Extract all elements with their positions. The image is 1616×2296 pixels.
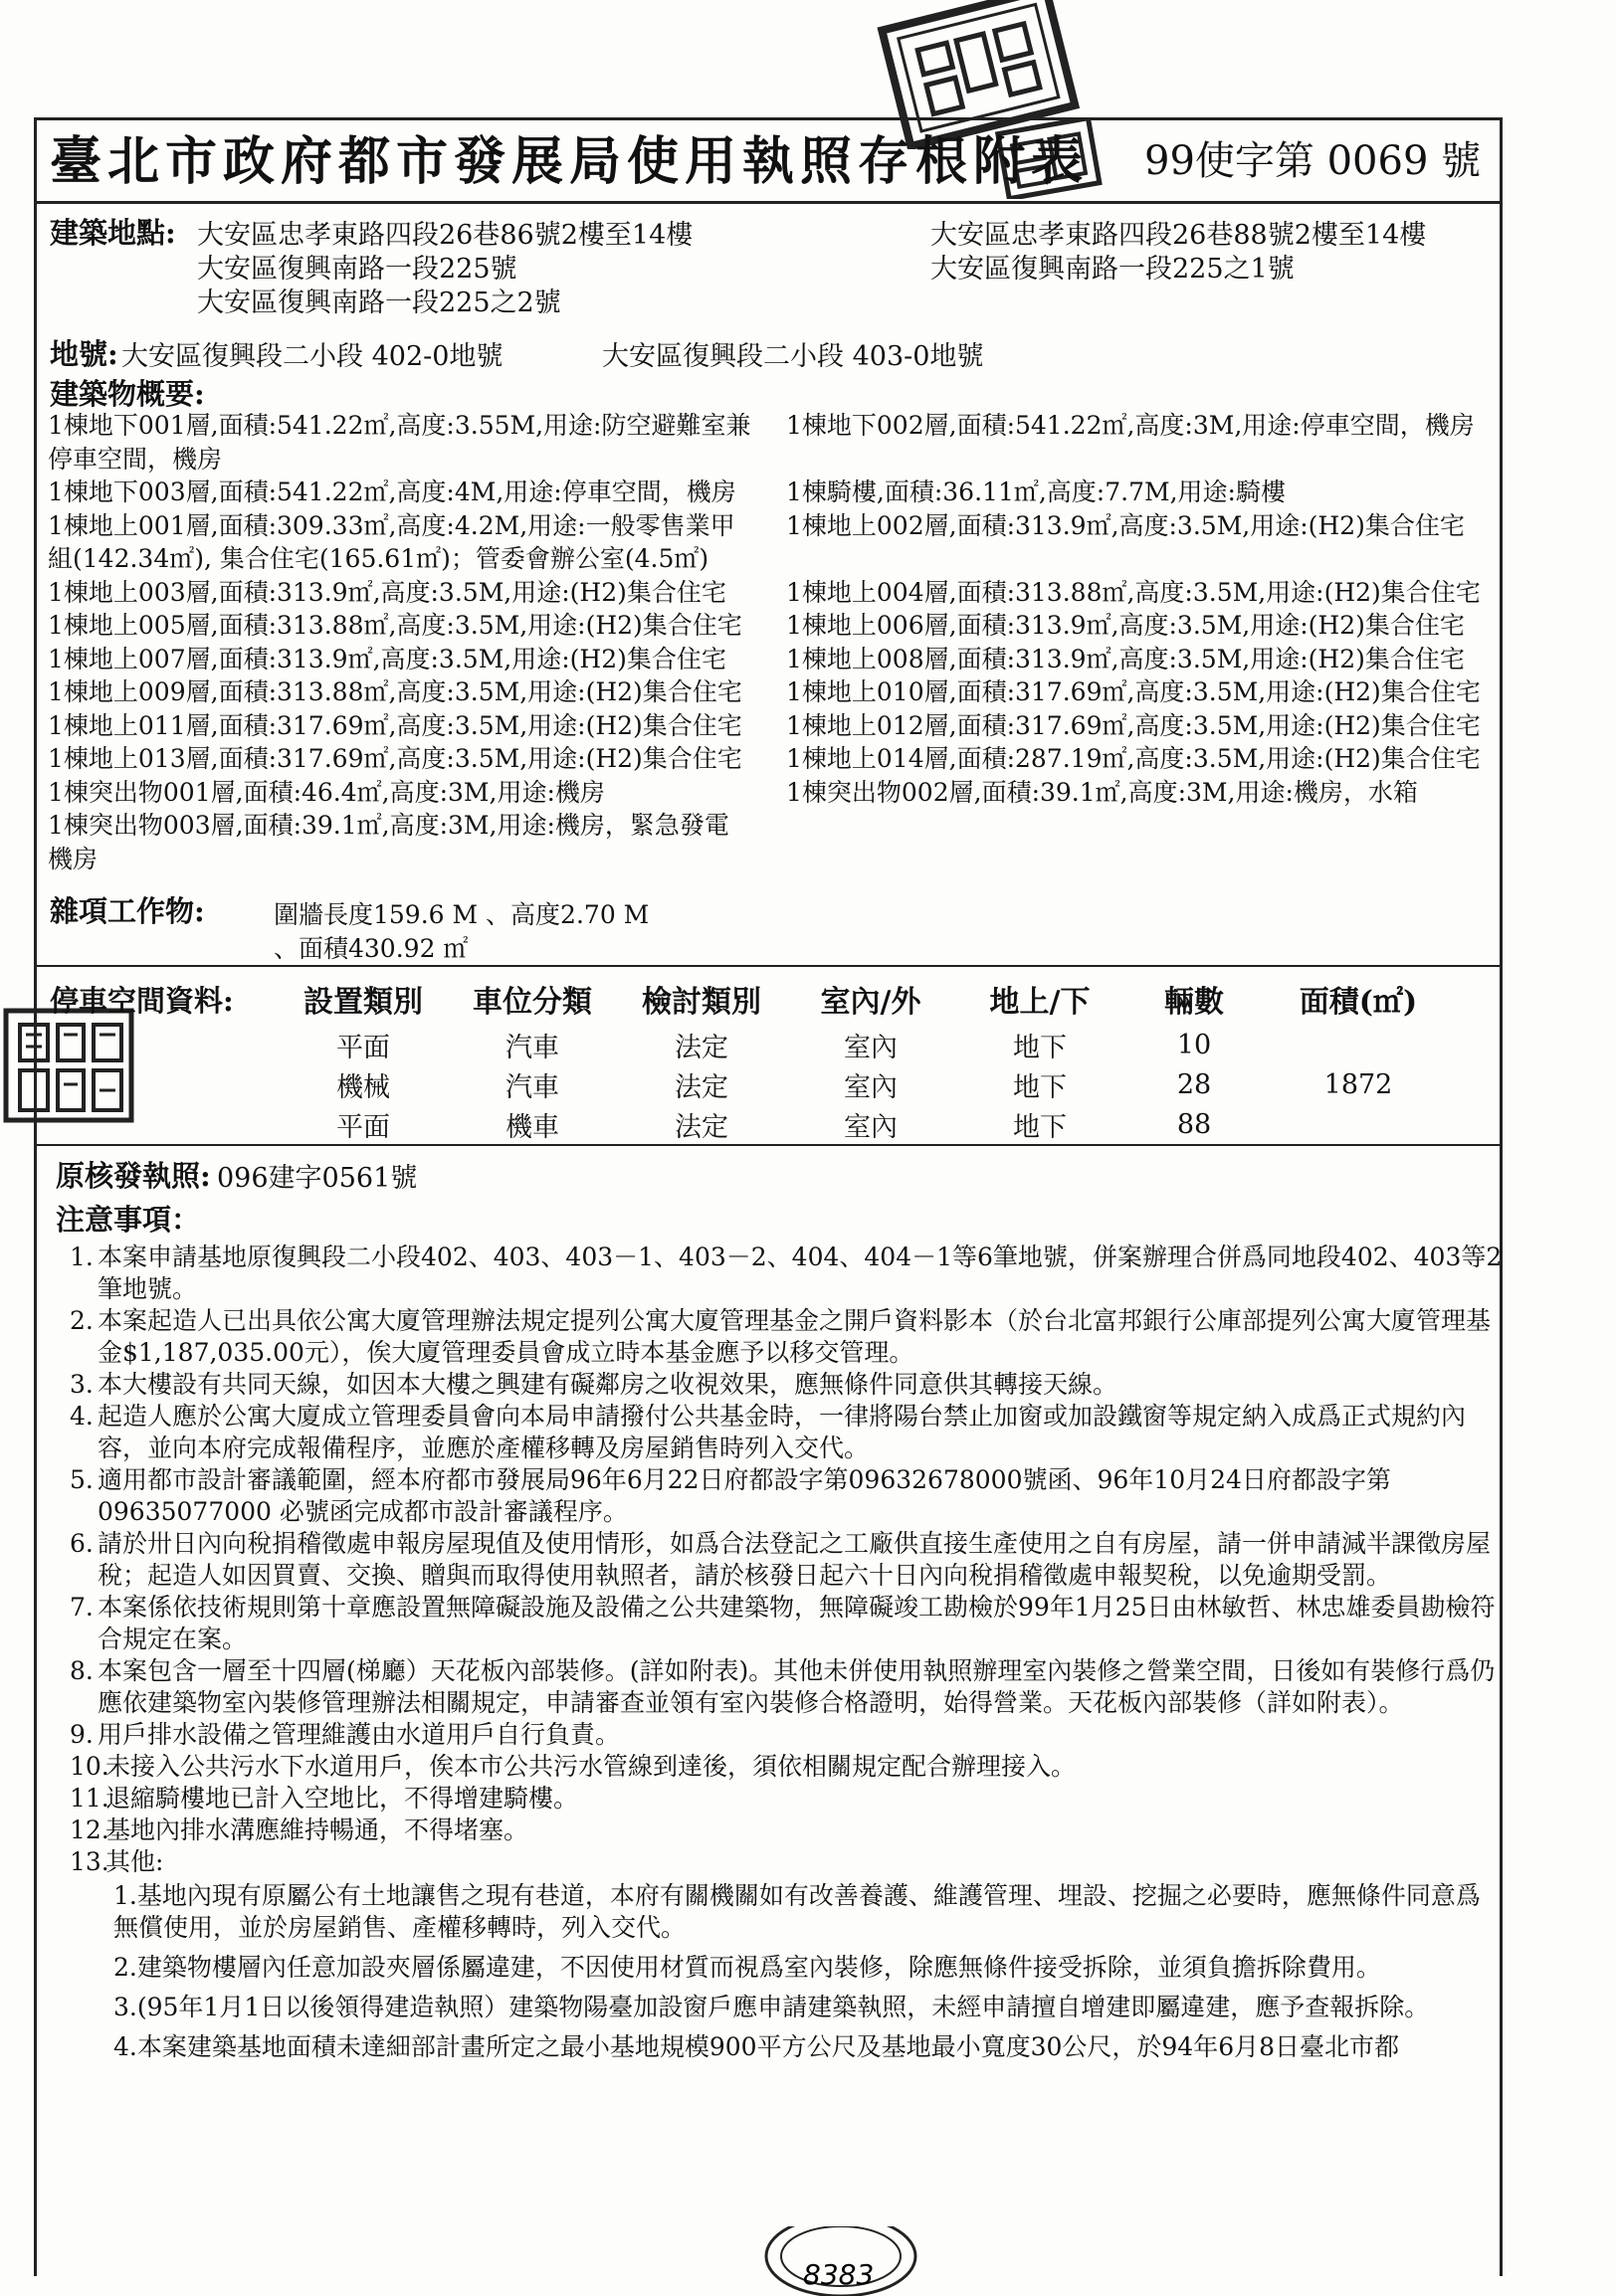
- note-item: [70, 1528, 1503, 1592]
- misc-label: 雜項工作物:: [50, 894, 205, 928]
- parking-row: [279, 1064, 1453, 1104]
- note-item: [70, 1369, 1503, 1401]
- overview-left-9: 1棟地上011層,面積:317.69㎡,高度:3.5M,用途:(H2)集合住宅: [48, 710, 742, 740]
- parking-cell: 機械: [336, 1071, 390, 1103]
- parking-cell: 機車: [505, 1111, 559, 1143]
- parking-cell: [1264, 1104, 1453, 1144]
- original-label: 原核發執照:: [56, 1159, 211, 1193]
- parking-header-type: 設置類別: [303, 985, 423, 1020]
- overview-left-11: 1棟突出物001層,面積:46.4㎡,高度:3M,用途:機房: [48, 777, 605, 807]
- overview-label: 建築物概要:: [50, 377, 205, 411]
- parking-header-row: [279, 973, 1453, 1025]
- note-item: [70, 1783, 1503, 1815]
- parking-cell: 88: [1176, 1108, 1212, 1140]
- note-sub-item: 4.本案建築基地面積未達細部計畫所定之最小基地規模900平方公尺及基地最小寬度30公尺，於94年6月8日臺北市都: [113, 2032, 1400, 2061]
- location-left-3: 大安區復興南路一段225之2號: [197, 287, 561, 318]
- parking-header-count: 輛數: [1164, 985, 1224, 1020]
- location-right-1: 大安區忠孝東路四段26巷88號2樓至14樓: [930, 220, 1427, 251]
- parking-cell: 1872: [1323, 1068, 1393, 1100]
- note-number: 5.: [70, 1465, 94, 1494]
- note-text: 起造人應於公寓大廈成立管理委員會向本局申請撥付公共基金時，一律將陽台禁止加窗或加設鐵窗等規定納入成爲正式規約內容，並向本府完成報備程序，並應於產權移轉及房屋銷售時列入交代。: [98, 1402, 1467, 1462]
- misc-line-2: 、面積430.92 ㎡: [274, 934, 469, 963]
- seal-stamp-bottom: [741, 2226, 920, 2296]
- note-text: 本案申請基地原復興段二小段402、403、403－1、403－2、404、404－1等6筆地號，併案辦理合併爲同地段402、403等2筆地號。: [98, 1243, 1503, 1303]
- note-number: 11.: [70, 1784, 109, 1813]
- overview-right-5: 1棟地上004層,面積:313.88㎡,高度:3.5M,用途:(H2)集合住宅: [786, 577, 1481, 607]
- note-item: [70, 1846, 1503, 1878]
- misc-line-1: 圍牆長度159.6 M 、高度2.70 M: [274, 900, 650, 929]
- notes-label: 注意事項：: [56, 1203, 201, 1237]
- stamp-number: 8383: [803, 2258, 875, 2291]
- note-text: 本案係依技術規則第十章應設置無障礙設施及設備之公共建築物，無障礙竣工勘檢於99年1月25日由林敏哲、林忠雄委員勘檢符合規定在案。: [98, 1593, 1496, 1653]
- location-left-1: 大安區忠孝東路四段26巷86號2樓至14樓: [197, 220, 694, 251]
- overview-right-0: 1棟地下002層,面積:541.22㎡,高度:3M,用途:停車空間，機房: [786, 411, 1475, 440]
- parking-cell: 室內: [844, 1111, 898, 1143]
- parking-cell: 室內: [844, 1071, 898, 1103]
- note-number: 1.: [70, 1243, 94, 1271]
- note-number: 10.: [70, 1752, 109, 1781]
- note-item: [70, 1655, 1503, 1719]
- note-text: 未接入公共污水下水道用戶，俟本市公共污水管線到達後，須依相關規定配合辦理接入。: [105, 1752, 1077, 1781]
- overview-right-2: 1棟騎樓,面積:36.11㎡,高度:7.7M,用途:騎樓: [786, 478, 1286, 506]
- parking-rule: [36, 1144, 1501, 1146]
- parking-row: [279, 1025, 1453, 1064]
- note-number: 13.: [70, 1847, 109, 1876]
- notes-list: [70, 1242, 1503, 2065]
- note-text: 請於卅日內向稅捐稽徵處申報房屋現值及使用情形，如爲合法登記之工廠供直接生產使用之自有房屋，請一併申請減半課徵房屋稅；起造人如因買賣、交換、贈與而取得使用執照者，請於核發日起六十日內向稅捐稽徵處申報契稅，以免逾期受罰。: [98, 1529, 1492, 1590]
- note-item: [70, 1719, 1503, 1751]
- overview-left-0: 1棟地下001層,面積:541.22㎡,高度:3.55M,用途:防空避難室兼: [48, 411, 751, 440]
- note-text: 本案包含一層至十四層(梯廳）天花板內部裝修。(詳如附表)。其他未併使用執照辦理室內裝修之營業空間，日後如有裝修行爲仍應依建築物室內裝修管理辦法相關規定，申請審查並領有室內裝修合格證明，始得營業。天花板內部裝修（詳如附表）。: [98, 1656, 1496, 1717]
- parking-table: [279, 973, 1453, 1144]
- permit-number: 99使字第 0069 號: [1144, 138, 1482, 184]
- parking-cell: 28: [1176, 1068, 1212, 1100]
- note-number: 7.: [70, 1593, 94, 1622]
- lot-right: 大安區復興段二小段 403-0地號: [602, 341, 984, 372]
- parking-header-class: 車位分類: [473, 985, 592, 1020]
- overview-right-10: 1棟地上014層,面積:287.19㎡,高度:3.5M,用途:(H2)集合住宅: [786, 744, 1481, 773]
- note-text: 其他:: [105, 1847, 164, 1876]
- note-item: [70, 1242, 1503, 1305]
- overview-left-4: 組(142.34㎡), 集合住宅(165.61㎡)；管委會辦公室(4.5㎡): [48, 544, 709, 573]
- seal-stamp-left: [0, 1005, 137, 1126]
- note-item: [70, 1464, 1503, 1528]
- overview-left-13: 機房: [48, 844, 99, 873]
- misc-rule: [36, 965, 1501, 967]
- overview-left-12: 1棟突出物003層,面積:39.1㎡,高度:3M,用途:機房，緊急發電: [48, 811, 729, 840]
- note-sub-list: [113, 1880, 1503, 2063]
- parking-cell: [1264, 1025, 1453, 1064]
- location-label: 建築地點:: [50, 216, 176, 250]
- parking-cell: 室內: [844, 1032, 898, 1063]
- note-number: 6.: [70, 1529, 94, 1558]
- overview-left-2: 1棟地下003層,面積:541.22㎡,高度:4M,用途:停車空間，機房: [48, 478, 736, 506]
- overview-left-8: 1棟地上009層,面積:313.88㎡,高度:3.5M,用途:(H2)集合住宅: [48, 677, 742, 706]
- note-number: 2.: [70, 1306, 94, 1335]
- overview-right-3: 1棟地上002層,面積:313.9㎡,高度:3.5M,用途:(H2)集合住宅: [786, 510, 1465, 540]
- parking-cell: 法定: [675, 1032, 728, 1063]
- overview-right-8: 1棟地上010層,面積:317.69㎡,高度:3.5M,用途:(H2)集合住宅: [786, 677, 1481, 706]
- parking-header-level: 地上/下: [989, 985, 1091, 1020]
- title-rule: [34, 201, 1503, 204]
- location-right-2: 大安區復興南路一段225之1號: [930, 254, 1295, 285]
- parking-header-indoor: 室內/外: [820, 985, 921, 1020]
- note-item: [70, 1592, 1503, 1655]
- note-text: 適用都市設計審議範圍，經本府都市發展局96年6月22日府都設字第09632678000號函、96年10月24日府都設字第09635077000 必號函完成都市設計審議程序。: [98, 1465, 1391, 1526]
- parking-row: [279, 1104, 1453, 1144]
- note-text: 本案起造人已出具依公寓大廈管理辦法規定提列公寓大廈管理基金之開戶資料影本（於台北富邦銀行公庫部提列公寓大廈管理基金$1,187,035.00元），俟大廈管理委員會成立時本基金應予以移交管理。: [98, 1306, 1492, 1367]
- note-text: 退縮騎樓地已計入空地比，不得增建騎樓。: [105, 1784, 579, 1813]
- note-item: [70, 1815, 1503, 1846]
- note-sub-item: 2.建築物樓層內任意加設夾層係屬違建，不因使用材質而視爲室內裝修，除應無條件接受拆除，並須負擔拆除費用。: [113, 1953, 1381, 1982]
- note-number: 3.: [70, 1370, 94, 1399]
- note-text: 本大樓設有共同天線，如因本大樓之興建有礙鄰房之收視效果，應無條件同意供其轉接天線。: [98, 1370, 1118, 1399]
- overview-left-5: 1棟地上003層,面積:313.9㎡,高度:3.5M,用途:(H2)集合住宅: [48, 577, 726, 607]
- parking-cell: 法定: [675, 1111, 728, 1143]
- overview-left-7: 1棟地上007層,面積:313.9㎡,高度:3.5M,用途:(H2)集合住宅: [48, 644, 726, 673]
- note-sub-item: 1.基地內現有原屬公有土地讓售之現有巷道，本府有關機關如有改善養護、維護管理、埋設、挖掘之必要時，應無條件同意爲無償使用，並於房屋銷售、產權移轉時，列入交代。: [113, 1881, 1481, 1942]
- parking-cell: 10: [1176, 1029, 1212, 1060]
- lot-left: 大安區復興段二小段 402-0地號: [121, 341, 504, 372]
- note-number: 4.: [70, 1402, 94, 1431]
- parking-label: 停車空間資料:: [50, 984, 234, 1018]
- parking-cell: 平面: [336, 1111, 390, 1143]
- overview-right-6: 1棟地上006層,面積:313.9㎡,高度:3.5M,用途:(H2)集合住宅: [786, 611, 1465, 640]
- page-title: 臺北市政府都市發展局使用執照存根附表: [50, 131, 1090, 192]
- parking-cell: 平面: [336, 1032, 390, 1063]
- parking-header-review: 檢討類別: [642, 985, 761, 1020]
- overview-left-10: 1棟地上013層,面積:317.69㎡,高度:3.5M,用途:(H2)集合住宅: [48, 744, 742, 773]
- overview-left-1: 停車空間，機房: [48, 444, 223, 474]
- note-text: 用戶排水設備之管理維護由水道用戶自行負責。: [98, 1720, 621, 1749]
- original-value: 096建字0561號: [217, 1163, 418, 1194]
- location-left-2: 大安區復興南路一段225號: [197, 254, 517, 285]
- note-item: [70, 1401, 1503, 1464]
- parking-cell: 汽車: [505, 1071, 559, 1103]
- parking-cell: 地下: [1013, 1071, 1067, 1103]
- note-text: 基地內排水溝應維持暢通，不得堵塞。: [105, 1816, 529, 1844]
- overview-right-11: 1棟突出物002層,面積:39.1㎡,高度:3M,用途:機房，水箱: [786, 777, 1418, 807]
- note-sub-item: 3.(95年1月1日以後領得建造執照）建築物陽臺加設窗戶應申請建築執照，未經申請擅自增建即屬違建，應予查報拆除。: [113, 1993, 1430, 2021]
- note-number: 9.: [70, 1720, 94, 1749]
- parking-cell: 法定: [675, 1071, 728, 1103]
- parking-header-area: 面積(㎡): [1299, 985, 1418, 1020]
- note-number: 12.: [70, 1816, 109, 1844]
- overview-left-3: 1棟地上001層,面積:309.33㎡,高度:4.2M,用途:一般零售業甲: [48, 510, 735, 540]
- overview-right-9: 1棟地上012層,面積:317.69㎡,高度:3.5M,用途:(H2)集合住宅: [786, 710, 1481, 740]
- note-item: [70, 1305, 1503, 1369]
- lot-label: 地號:: [50, 337, 118, 371]
- parking-cell: 地下: [1013, 1111, 1067, 1143]
- note-item: [70, 1751, 1503, 1783]
- overview-left-6: 1棟地上005層,面積:313.88㎡,高度:3.5M,用途:(H2)集合住宅: [48, 611, 742, 640]
- parking-cell: 地下: [1013, 1032, 1067, 1063]
- overview-right-7: 1棟地上008層,面積:313.9㎡,高度:3.5M,用途:(H2)集合住宅: [786, 644, 1465, 673]
- note-number: 8.: [70, 1656, 94, 1685]
- parking-cell: 汽車: [505, 1032, 559, 1063]
